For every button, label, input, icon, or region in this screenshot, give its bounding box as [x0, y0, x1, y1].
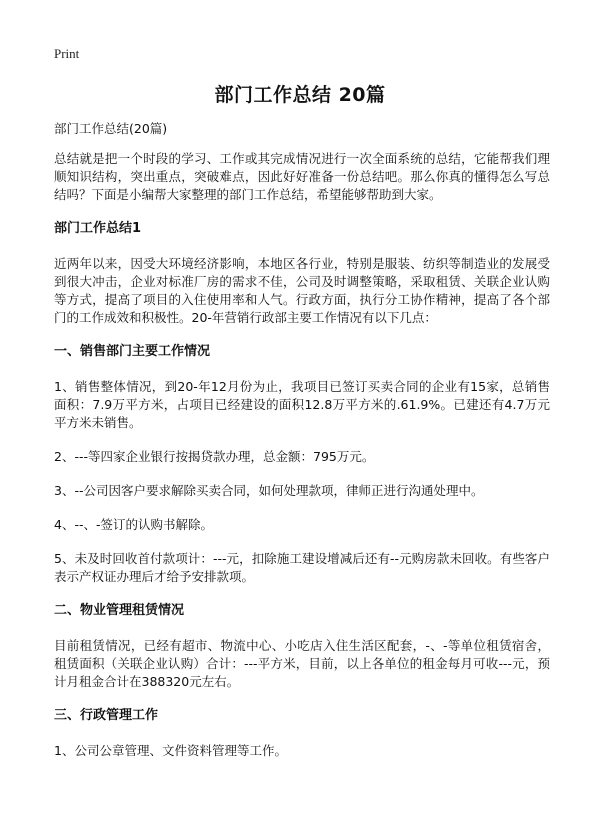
sales-item-2: 2、---等四家企业银行按揭贷款办理，总金额：795万元。: [54, 449, 375, 464]
section1-paragraph: 近两年以来，因受大环境经济影响，本地区各行业，特别是服装、纺织等制造业的发展受到很大冲击，企业对标准厂房的需求不佳，公司及时调整策略，采取租赁、关联企业认购等方式，提高了项目的入住使用率和人气。行政方面，执行分工协作精神，提高了各个部门的工作成效和积极性。20-年营销行政部主要工作情况有以下几点：: [54, 256, 550, 325]
sales-item-3: 3、--公司因客户要求解除买卖合同，如何处理款项，律师正进行沟通处理中。: [54, 483, 484, 498]
intro-paragraph: 总结就是把一个时段的学习、工作或其完成情况进行一次全面系统的总结，它能帮我们理顺知识结构，突出重点，突破难点，因此好好准备一份总结吧。那么你真的懂得怎么写总结吗？下面是小编帮大家整理的部门工作总结，希望能够帮助到大家。: [54, 151, 550, 202]
admin-item-1: 1、公司公章管理、文件资料管理等工作。: [54, 743, 287, 758]
print-link[interactable]: Print: [54, 46, 80, 61]
property-heading: 二、物业管理租赁情况: [54, 603, 185, 618]
sales-item-5: 5、未及时回收首付款项计：---元，扣除施工建设增减后还有--元购房款未回收。有些客户表示产权证办理后才给予安排款项。: [54, 551, 550, 584]
sales-item-4: 4、--、-签订的认购书解除。: [54, 517, 213, 532]
sales-item-1: 1、销售整体情况，到20-年12月份为止，我项目已签订买卖合同的企业有15家，总销售面积：7.9万平方米，占项目已经建设的面积12.8万平方米的.61.9%。已建还有4.7万元平方米未销售。: [54, 379, 550, 430]
article-subtitle: 部门工作总结(20篇): [54, 121, 168, 136]
property-paragraph: 目前租赁情况，已经有超市、物流中心、小吃店入住生活区配套，-、-等单位租赁宿舍，租赁面积（关联企业认购）合计：---平方米，目前，以上各单位的租金每月可收---元，预计月租金合计在388320元左右。: [54, 638, 550, 689]
admin-heading: 三、行政管理工作: [54, 708, 159, 723]
page-title: 部门工作总结 20篇: [214, 84, 386, 106]
sales-heading: 一、销售部门主要工作情况: [54, 344, 211, 359]
section1-heading: 部门工作总结1: [54, 221, 142, 236]
article-body: [54, 120, 550, 776]
